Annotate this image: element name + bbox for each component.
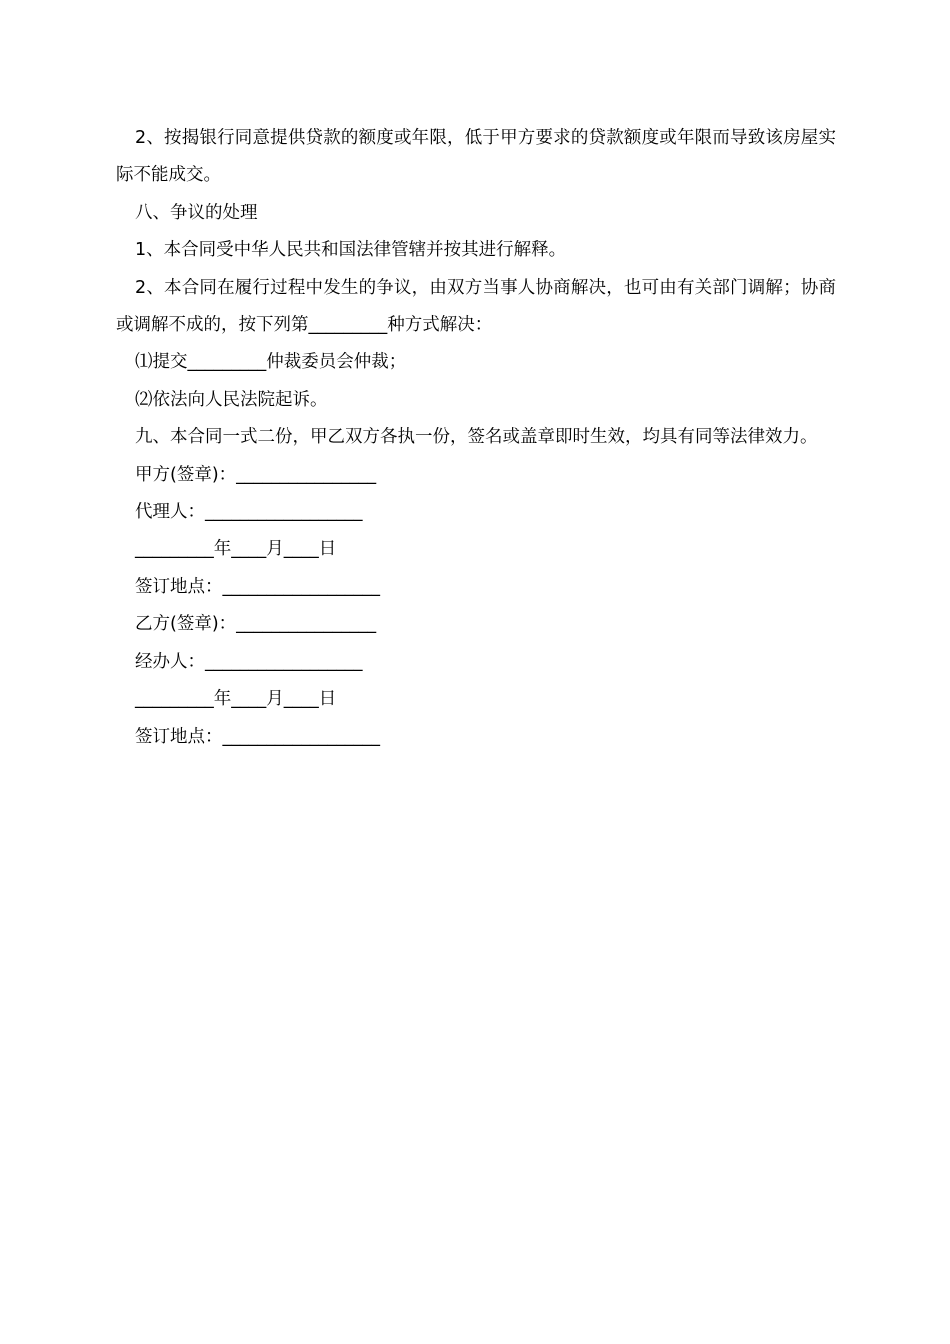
date-line-b: _________年____月____日 [135,689,337,710]
document-body [116,120,836,756]
section-copies: 九、本合同一式二份，甲乙双方各执一份，签名或盖章即时生效，均具有同等法律效力。 [135,427,818,448]
option-arbitration: ⑴提交_________仲裁委员会仲裁； [135,352,407,373]
clause-loan-limit: 2、按揭银行同意提供贷款的额度或年限，低于甲方要求的贷款额度或年限而导致该房屋实际不能成交。 [116,128,836,186]
clause-governing-law: 1、本合同受中华人民共和国法律管辖并按其进行解释。 [135,240,567,261]
clause-dispute-resolution: 2、本合同在履行过程中发生的争议，由双方当事人协商解决，也可由有关部门调解；协商或调解不成的，按下列第_________种方式解决： [116,277,836,336]
signature-party-a: 甲方(签章)：________________ [135,464,377,485]
signing-place-b: 签订地点：__________________ [135,726,380,747]
signing-place-a: 签订地点：__________________ [135,576,380,597]
signature-agent: 代理人：__________________ [135,502,363,523]
option-court: ⑵依法向人民法院起诉。 [135,389,328,410]
signature-party-b: 乙方(签章)：________________ [135,614,377,635]
signature-handler: 经办人：__________________ [135,651,363,672]
section-heading-dispute: 八、争议的处理 [135,202,258,223]
date-line-a: _________年____月____日 [135,539,337,560]
